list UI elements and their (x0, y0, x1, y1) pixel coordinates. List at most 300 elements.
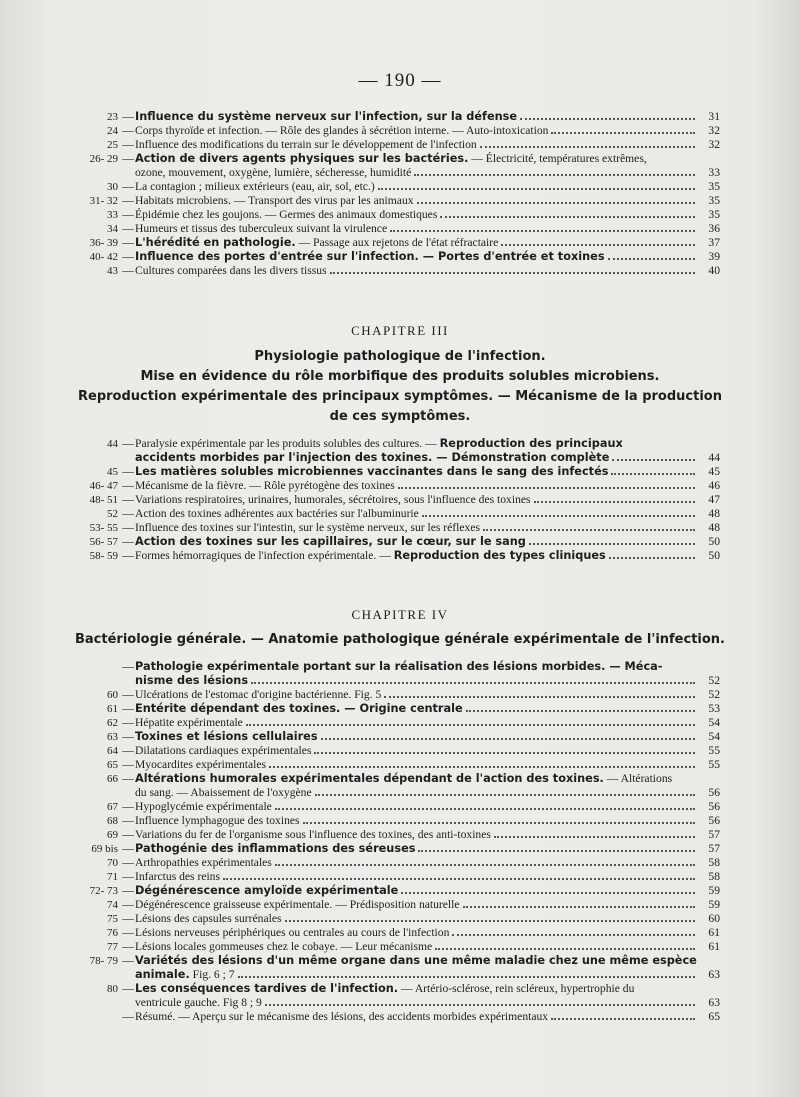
entry-number: 65 (107, 759, 118, 771)
entry-plain-text: Variations respiratoires, urinaires, humorales, sécrétoires, sous l'influence des toxines (135, 493, 531, 506)
entry-number: 61 (107, 703, 118, 715)
page-ref: 61 (708, 926, 720, 939)
page-ref: 63 (708, 968, 720, 981)
entry-plain-text: Fig. 6 ; 7 (189, 968, 235, 981)
entry-number: 25 (107, 139, 118, 151)
entry-text (135, 250, 605, 264)
leader-dots (321, 730, 695, 740)
entry-bold-text: Pathogénie des inflammations des séreuses (135, 842, 416, 855)
entry-text (135, 954, 697, 968)
leader-dots (483, 521, 695, 531)
toc-line (80, 521, 720, 535)
entry-dash: — (122, 898, 134, 911)
entry-plain-text: La contagion ; milieux extérieurs (eau, air, sol, etc.) (135, 180, 375, 193)
toc-entry (80, 758, 720, 772)
leader-dots (480, 138, 695, 148)
entry-continuation-text (135, 786, 312, 800)
entry-bold-text: nisme des lésions (135, 674, 249, 687)
page-ref: 39 (708, 250, 720, 263)
entry-dash: — (122, 702, 134, 715)
leader-dots (285, 912, 696, 922)
toc-continuation-line (80, 674, 720, 688)
toc-line (80, 884, 720, 898)
toc-line (80, 124, 720, 138)
toc-entry (80, 236, 720, 250)
entry-number: 60 (107, 689, 118, 701)
page-ref: 48 (708, 521, 720, 534)
entry-number: 40- 42 (89, 251, 118, 263)
toc-line (80, 800, 720, 814)
page-ref: 37 (708, 236, 720, 249)
entry-plain-text: ozone, mouvement, oxygène, lumière, sécheresse, humidité (135, 166, 412, 179)
entry-dash: — (122, 870, 134, 883)
toc-entry (80, 800, 720, 814)
toc-line (80, 549, 720, 563)
page-ref: 63 (708, 996, 720, 1009)
entry-continuation-text (135, 996, 262, 1010)
entry-bold-text: Les matières solubles microbiennes vaccinantes dans le sang des infectés (135, 465, 609, 478)
leader-dots (398, 479, 695, 489)
entry-number: 72- 73 (89, 885, 118, 897)
page-ref: 53 (708, 702, 720, 715)
entry-dash: — (122, 856, 134, 869)
entry-text (135, 800, 272, 814)
entry-number: 26- 29 (89, 153, 118, 165)
toc-line (80, 465, 720, 479)
toc-entry (80, 856, 720, 870)
page-ref: 61 (708, 940, 720, 953)
entry-dash: — (122, 152, 134, 165)
toc-entry (80, 507, 720, 521)
chapter-title-line: de ces symptômes. (329, 409, 471, 424)
toc-entry (80, 870, 720, 884)
toc-entry (80, 688, 720, 702)
entry-text (135, 465, 608, 479)
entry-plain-text: Formes hémorragiques de l'infection expérimentale. — (135, 549, 394, 562)
chapter-title-line: Bactériologie générale. — Anatomie pathologique générale expérimentale de l'infection. (75, 632, 725, 647)
toc-entry (80, 222, 720, 236)
entry-dash: — (122, 842, 134, 855)
page-ref: 32 (708, 124, 720, 137)
leader-dots (378, 180, 695, 190)
toc-line (80, 870, 720, 884)
entry-plain-text: Ulcérations de l'estomac d'origine bactérienne. Fig. 5 (135, 688, 382, 701)
page-ref: 31 (708, 110, 720, 123)
entry-dash: — (122, 138, 134, 151)
entry-number: 62 (107, 717, 118, 729)
entry-continuation-text (135, 968, 235, 982)
chapter-4-title (60, 630, 740, 650)
chapter-3-title (60, 347, 740, 427)
entry-text (135, 521, 480, 535)
entry-number: 45 (107, 466, 118, 478)
toc-block-2 (80, 437, 720, 563)
leader-dots (608, 250, 695, 260)
toc-entry (80, 828, 720, 842)
page-ref: 56 (708, 786, 720, 799)
entry-bold-text: Entérite dépendant des toxines. — Origine centrale (135, 702, 463, 715)
toc-line (80, 535, 720, 549)
leader-dots (520, 110, 695, 120)
toc-continuation-line (80, 968, 720, 982)
entry-dash: — (122, 772, 134, 785)
entry-text (135, 828, 491, 842)
chapter-title-line: Mise en évidence du rôle morbifique des produits solubles microbiens. (140, 369, 660, 384)
entry-dash: — (122, 730, 134, 743)
page-ref: 54 (708, 730, 720, 743)
page-ref: 46 (708, 479, 720, 492)
toc-entry (80, 535, 720, 549)
entry-dash: — (122, 437, 134, 450)
toc-entry (80, 884, 720, 898)
leader-dots (384, 688, 695, 698)
toc-entry (80, 730, 720, 744)
toc-entry (80, 982, 720, 1010)
leader-dots (414, 166, 695, 176)
entry-plain-text: Épidémie chez les goujons. — Germes des animaux domestiques (135, 208, 438, 221)
entry-dash: — (122, 250, 134, 263)
entry-continuation-text (135, 674, 248, 688)
leader-dots (401, 884, 695, 894)
toc-line (80, 982, 720, 996)
page-ref: 48 (708, 507, 720, 520)
page-ref: 58 (708, 870, 720, 883)
entry-number: 80 (107, 983, 118, 995)
entry-dash: — (122, 758, 134, 771)
page-ref: 32 (708, 138, 720, 151)
entry-dash: — (122, 194, 134, 207)
toc-entry (80, 152, 720, 180)
entry-number: 34 (107, 223, 118, 235)
toc-line (80, 194, 720, 208)
toc-line (80, 730, 720, 744)
toc-entry (80, 250, 720, 264)
toc-line (80, 814, 720, 828)
toc-line (80, 716, 720, 730)
toc-line (80, 856, 720, 870)
entry-bold-text: Altérations humorales expérimentales dépendant de l'action des toxines. (135, 772, 604, 785)
entry-text (135, 772, 672, 786)
entry-number: 23 (107, 111, 118, 123)
toc-line (80, 828, 720, 842)
page-ref: 50 (708, 549, 720, 562)
toc-entry (80, 912, 720, 926)
entry-number: 52 (107, 508, 118, 520)
entry-text (135, 688, 381, 702)
entry-bold-text: Variétés des lésions d'un même organe dans une même maladie chez une même espèce (135, 954, 697, 967)
entry-number: 63 (107, 731, 118, 743)
toc-entry (80, 208, 720, 222)
toc-entry (80, 437, 720, 465)
entry-plain-text: Action des toxines adhérentes aux bactéries sur l'albuminurie (135, 507, 419, 520)
leader-dots (223, 870, 695, 880)
toc-entry (80, 814, 720, 828)
leader-dots (422, 507, 695, 517)
toc-line (80, 479, 720, 493)
entry-bold-text: Influence du système nerveux sur l'infection, sur la défense (135, 110, 518, 123)
entry-plain-text: Humeurs et tissus des tuberculeux suivant la virulence (135, 222, 388, 235)
entry-text (135, 180, 375, 194)
entry-bold-text: Action de divers agents physiques sur les bactéries. (135, 152, 469, 165)
toc-line (80, 702, 720, 716)
entry-text (135, 264, 327, 278)
leader-dots (435, 940, 695, 950)
entry-text (135, 194, 414, 208)
entry-dash: — (122, 549, 134, 562)
entry-plain-text: Lésions des capsules surrénales (135, 912, 282, 925)
entry-dash: — (122, 982, 134, 995)
entry-text (135, 479, 395, 493)
toc-continuation-line (80, 786, 720, 800)
entry-dash: — (122, 521, 134, 534)
entry-number: 70 (107, 857, 118, 869)
page-ref: 33 (708, 166, 720, 179)
entry-dash: — (122, 912, 134, 925)
page-number: — 190 — (358, 70, 442, 91)
leader-dots (251, 674, 695, 684)
page-ref: 47 (708, 493, 720, 506)
entry-number: 31- 32 (89, 195, 118, 207)
entry-number: 75 (107, 913, 118, 925)
entry-number: 67 (107, 801, 118, 813)
entry-number: 48- 51 (89, 494, 118, 506)
toc-entry (80, 180, 720, 194)
toc-line (80, 912, 720, 926)
page-ref: 57 (708, 828, 720, 841)
page-ref: 52 (708, 674, 720, 687)
toc-entry (80, 842, 720, 856)
toc-line (80, 660, 720, 674)
leader-dots (418, 842, 695, 852)
page-ref: 52 (708, 688, 720, 701)
toc-line (80, 744, 720, 758)
entry-number: 43 (107, 265, 118, 277)
page-ref: 59 (708, 898, 720, 911)
entry-plain-text: Mécanisme de la fièvre. — Rôle pyrétogène des toxines (135, 479, 395, 492)
leader-dots (390, 222, 695, 232)
leader-dots (315, 786, 695, 796)
entry-text (135, 535, 526, 549)
leader-dots (265, 996, 695, 1006)
page-ref: 59 (708, 884, 720, 897)
toc-entry (80, 521, 720, 535)
entry-plain-text: Dégénérescence graisseuse expérimentale. — Prédisposition naturelle (135, 898, 460, 911)
toc-entry (80, 926, 720, 940)
entry-text (135, 982, 634, 996)
entry-number: 24 (107, 125, 118, 137)
entry-text (135, 870, 220, 884)
entry-plain-text: — Passage aux rejetons de l'état réfractaire (295, 236, 499, 249)
entry-text (135, 814, 300, 828)
entry-bold-text: Reproduction des types cliniques (393, 549, 606, 562)
entry-bold-text: Dégénérescence amyloïde expérimentale (135, 884, 399, 897)
entry-plain-text: Paralysie expérimentale par les produits solubles des cultures. — (135, 437, 440, 450)
page-ref: 35 (708, 180, 720, 193)
entry-text (135, 758, 266, 772)
entry-dash: — (122, 479, 134, 492)
entry-bold-text: Action des toxines sur les capillaires, sur le cœur, sur le sang (135, 535, 526, 548)
entry-text (135, 842, 415, 856)
page-ref: 60 (708, 912, 720, 925)
leader-dots (314, 744, 695, 754)
toc-line (80, 940, 720, 954)
page-ref: 58 (708, 856, 720, 869)
page-ref: 56 (708, 800, 720, 813)
entry-dash: — (122, 800, 134, 813)
toc-line (80, 264, 720, 278)
entry-dash: — (122, 236, 134, 249)
leader-dots (551, 124, 695, 134)
toc-line (80, 493, 720, 507)
toc-entry (80, 493, 720, 507)
page-ref: 36 (708, 222, 720, 235)
toc-entry (80, 702, 720, 716)
toc-continuation-line (80, 451, 720, 465)
entry-number: 64 (107, 745, 118, 757)
entry-plain-text: Variations du fer de l'organisme sous l'influence des toxines, des anti-toxines (135, 828, 491, 841)
entry-number: 56- 57 (89, 536, 118, 548)
toc-continuation-line (80, 166, 720, 180)
entry-dash: — (122, 744, 134, 757)
leader-dots (609, 549, 695, 559)
leader-dots (330, 264, 695, 274)
entry-number: 44 (107, 438, 118, 450)
toc-line (80, 208, 720, 222)
leader-dots (611, 465, 695, 475)
entry-bold-text: animale. (135, 968, 190, 981)
toc-line (80, 250, 720, 264)
page-ref: 50 (708, 535, 720, 548)
entry-dash: — (122, 110, 134, 123)
page-ref: 55 (708, 758, 720, 771)
toc-entry (80, 465, 720, 479)
entry-dash: — (122, 507, 134, 520)
entry-plain-text: du sang. — Abaissement de l'oxygène (135, 786, 312, 799)
entry-text (135, 856, 272, 870)
entry-text (135, 926, 449, 940)
entry-plain-text: Influence des toxines sur l'intestin, sur le système nerveux, sur les réflexes (135, 521, 480, 534)
toc-line (80, 954, 720, 968)
entry-text (135, 507, 419, 521)
page-ref: 55 (708, 744, 720, 757)
entry-dash: — (122, 124, 134, 137)
entry-plain-text: Lésions nerveuses périphériques ou centrales au cours de l'infection (135, 926, 450, 939)
toc-continuation-line (80, 996, 720, 1010)
entry-dash: — (122, 828, 134, 841)
toc-entry (80, 124, 720, 138)
entry-number: 71 (107, 871, 118, 883)
entry-bold-text: Toxines et lésions cellulaires (135, 730, 318, 743)
entry-number: 78- 79 (89, 955, 118, 967)
entry-dash: — (122, 493, 134, 506)
toc-line (80, 926, 720, 940)
entry-text (135, 110, 517, 124)
leader-dots (417, 194, 695, 204)
leader-dots (238, 968, 695, 978)
entry-plain-text: — Altérations (603, 772, 673, 785)
entry-text (135, 1010, 548, 1024)
entry-text (135, 208, 437, 222)
toc-entry (80, 549, 720, 563)
leader-dots (440, 208, 695, 218)
entry-text (135, 437, 623, 451)
entry-dash: — (122, 660, 134, 673)
leader-dots (452, 926, 695, 936)
entry-continuation-text (135, 451, 609, 465)
leader-dots (275, 800, 695, 810)
entry-text (135, 236, 498, 250)
page-ref: 44 (708, 451, 720, 464)
page-ref: 56 (708, 814, 720, 827)
toc-line (80, 758, 720, 772)
toc-line (80, 898, 720, 912)
entry-plain-text: Résumé. — Aperçu sur le mécanisme des lésions, des accidents morbides expérimentaux (135, 1010, 549, 1023)
toc-entry (80, 744, 720, 758)
leader-dots (463, 898, 695, 908)
toc-line (80, 152, 720, 166)
leader-dots (551, 1010, 695, 1020)
entry-text (135, 898, 460, 912)
toc-line (80, 507, 720, 521)
page-ref: 35 (708, 194, 720, 207)
entry-number: 58- 59 (89, 550, 118, 562)
toc-block-1 (80, 110, 720, 278)
chapter-title-line: Physiologie pathologique de l'infection. (254, 349, 546, 364)
leader-dots (612, 451, 695, 461)
entry-text (135, 912, 282, 926)
entry-plain-text: Influence lymphagogue des toxines (135, 814, 300, 827)
page-ref: 35 (708, 208, 720, 221)
entry-dash: — (122, 180, 134, 193)
page-ref: 45 (708, 465, 720, 478)
entry-text (135, 940, 432, 954)
toc-entry (80, 940, 720, 954)
entry-number: 30 (107, 181, 118, 193)
entry-text (135, 549, 606, 563)
leader-dots (275, 856, 695, 866)
entry-dash: — (122, 1010, 134, 1023)
chapter-4-label: CHAPITRE IV (351, 607, 449, 622)
entry-bold-text: Reproduction des principaux (439, 437, 623, 450)
entry-text (135, 716, 243, 730)
entry-text (135, 744, 311, 758)
entry-plain-text: Infarctus des reins (135, 870, 220, 883)
entry-plain-text: Lésions locales gommeuses chez le cobaye. — Leur mécanisme (135, 940, 433, 953)
toc-entry (80, 138, 720, 152)
chapter-title-line: Reproduction expérimentale des principaux symptômes. — Mécanisme de la production (78, 389, 722, 404)
toc-entry (80, 194, 720, 208)
entry-text (135, 702, 463, 716)
page-ref: 57 (708, 842, 720, 855)
entry-number: 69 (107, 829, 118, 841)
page-ref: 65 (708, 1010, 720, 1023)
entry-bold-text: accidents morbides par l'injection des toxines. — Démonstration complète (135, 451, 610, 464)
entry-plain-text: Dilatations cardiaques expérimentales (135, 744, 312, 757)
entry-plain-text: Hépatite expérimentale (135, 716, 243, 729)
toc-line (80, 437, 720, 451)
entry-bold-text: Pathologie expérimentale portant sur la réalisation des lésions morbides. — Méca- (135, 660, 663, 673)
entry-dash: — (122, 716, 134, 729)
toc-entry (80, 716, 720, 730)
entry-plain-text: Influence des modifications du terrain sur le développement de l'infection (135, 138, 477, 151)
entry-text (135, 730, 318, 744)
toc-entry (80, 479, 720, 493)
toc-line (80, 1010, 720, 1024)
leader-dots (529, 535, 695, 545)
entry-text (135, 493, 531, 507)
entry-number: 69 bis (91, 843, 118, 855)
toc-entry (80, 660, 720, 688)
